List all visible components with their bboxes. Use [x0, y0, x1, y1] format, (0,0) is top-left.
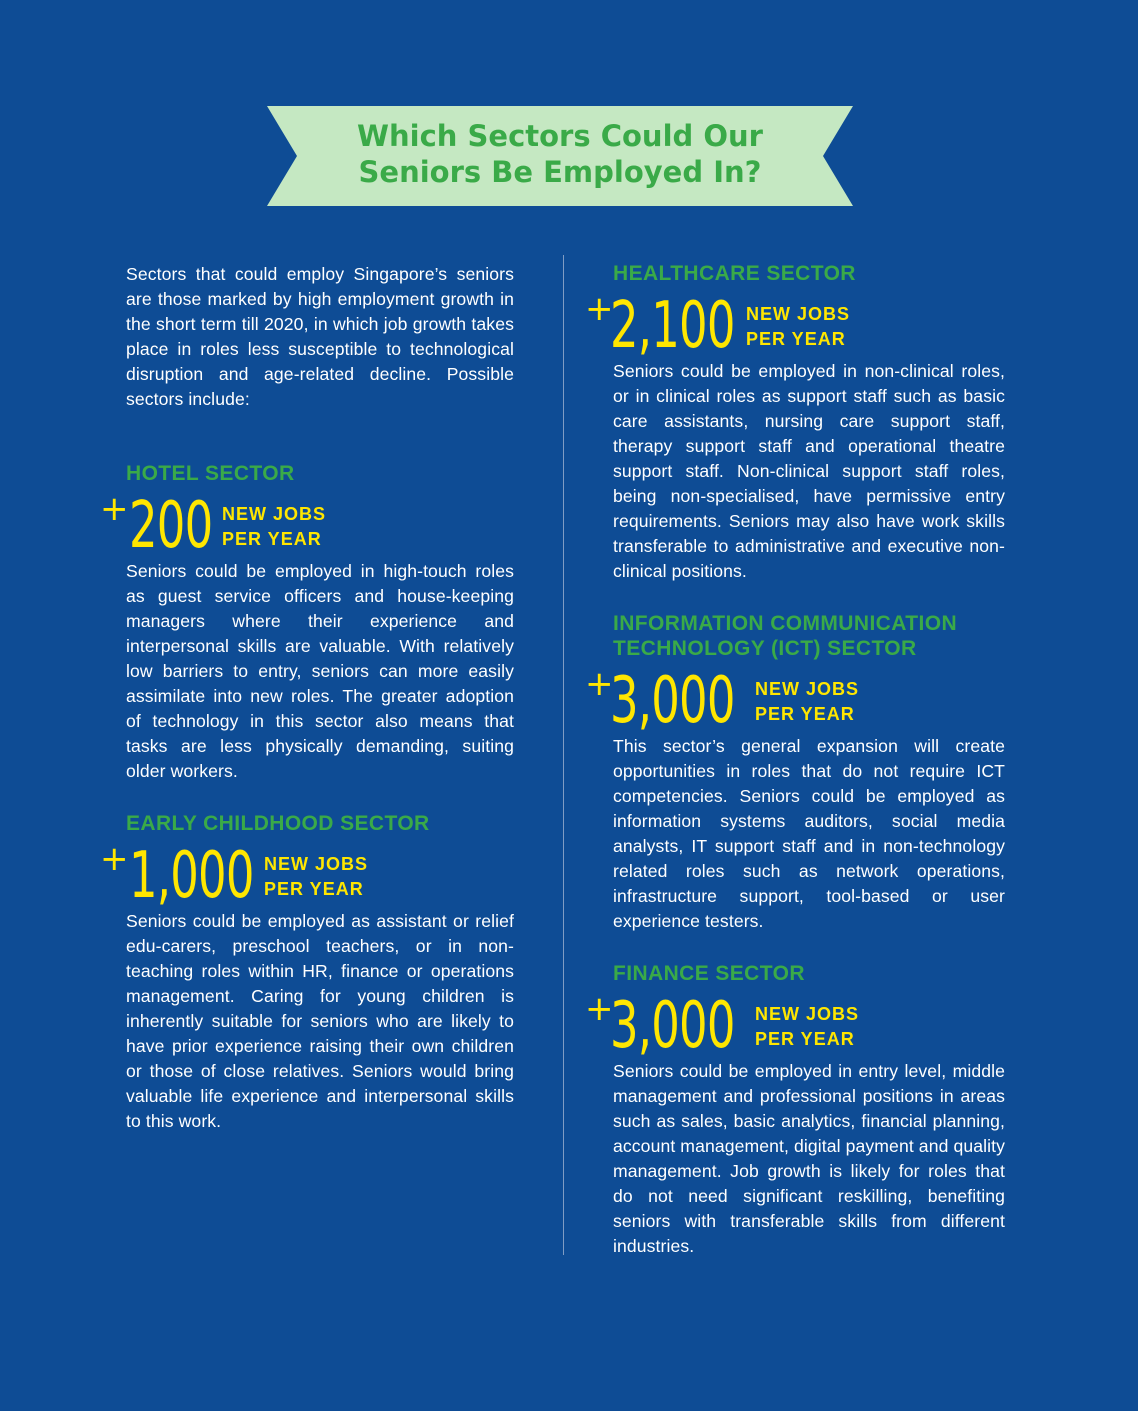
hotel-title: HOTEL SECTOR	[126, 462, 295, 485]
jobs-unit	[264, 852, 368, 902]
unit-line1: NEW JOBS	[755, 679, 860, 699]
finance-jobs-number: 3,000	[610, 989, 735, 1063]
plus-sign: +	[585, 664, 614, 704]
unit-line1: NEW JOBS	[746, 304, 851, 324]
finance-title: FINANCE SECTOR	[613, 962, 805, 985]
ict-stat	[585, 664, 1005, 738]
unit-line1: NEW JOBS	[755, 1004, 860, 1024]
page-title-line1: Which Sectors Could Our	[357, 119, 763, 153]
jobs-unit	[755, 1002, 859, 1052]
plus-sign: +	[100, 489, 129, 529]
unit-line1: NEW JOBS	[264, 854, 369, 874]
healthcare-title: HEALTHCARE SECTOR	[613, 262, 856, 285]
early-childhood-section	[100, 811, 514, 1134]
plus-sign: +	[585, 989, 614, 1029]
unit-line2: PER YEAR	[755, 704, 855, 724]
hotel-text: Seniors could be employed in high-touch roles as guest service officers and house-keeping managers where their experience and interpersonal skills are valuable. With relatively low barriers to entry, seniors can more easily assimilate into new roles. The greater adoption of technology in this sector also means that tasks are less physically demanding, suiting older workers.	[126, 561, 514, 781]
title-banner	[267, 106, 853, 206]
ict-jobs-number: 3,000	[610, 664, 735, 738]
early-childhood-title: EARLY CHILDHOOD SECTOR	[126, 812, 430, 835]
hotel-stat	[100, 489, 514, 563]
ict-title-line2: TECHNOLOGY (ICT) SECTOR	[613, 637, 917, 660]
healthcare-text: Seniors could be employed in non-clinical roles, or in clinical roles as support staff such as basic care assistants, nursing care support staff, therapy support staff and operational theatre support staff. Non-clinical support staff roles, being non-specialised, have permissive entry requirements. Seniors may also have work skills transferable to administrative and executive non-clinical positions.	[613, 361, 1005, 581]
jobs-unit	[746, 302, 850, 352]
early-childhood-text: Seniors could be employed as assistant or relief edu-carers, preschool teachers, or in non-teaching roles within HR, finance or operations management. Caring for young children is inherently suitable for seniors who are likely to have prior experience raising their own children or those of close relatives. Seniors would bring valuable life experience and interpersonal skills to this work.	[126, 911, 514, 1131]
healthcare-jobs-number: 2,100	[610, 289, 735, 363]
ict-section	[585, 611, 1005, 934]
left-column	[126, 262, 514, 412]
unit-line1: NEW JOBS	[222, 504, 327, 524]
unit-line2: PER YEAR	[264, 879, 364, 899]
jobs-unit	[755, 677, 859, 727]
early-childhood-jobs-number: 1,000	[129, 839, 254, 913]
healthcare-section	[585, 261, 1005, 584]
finance-stat	[585, 989, 1005, 1063]
page-title	[267, 118, 853, 190]
early-childhood-stat	[100, 839, 514, 913]
column-divider	[563, 255, 564, 1255]
hotel-jobs-number: 200	[129, 489, 213, 563]
finance-section	[585, 961, 1006, 1259]
plus-sign: +	[585, 289, 614, 329]
page-title-line2: Seniors Be Employed In?	[358, 155, 762, 189]
unit-line2: PER YEAR	[746, 329, 846, 349]
unit-line2: PER YEAR	[222, 529, 322, 549]
finance-text: Seniors could be employed in entry level, middle management and professional positions in areas such as sales, basic analytics, financial planning, account management, digital payment and quality management. Job growth is likely for roles that do not need significant reskilling, benefiting seniors with transferable skills from different industries.	[613, 1061, 1006, 1256]
unit-line2: PER YEAR	[755, 1029, 855, 1049]
ict-title-line1: INFORMATION COMMUNICATION	[613, 612, 958, 635]
plus-sign: +	[100, 839, 129, 879]
hotel-section	[100, 461, 514, 784]
ict-text: This sector’s general expansion will create opportunities in roles that do not require ICT competencies. Seniors could be employed as information systems auditors, social media analysts, IT support staff and in non-technology related roles such as network operations, infrastructure support, tool-based or user experience testers.	[613, 736, 1005, 931]
healthcare-stat	[585, 289, 1005, 363]
intro-paragraph: Sectors that could employ Singapore’s seniors are those marked by high employment growth in the short term till 2020, in which job growth takes place in roles less susceptible to technological disruption and age-related decline. Possible sectors include:	[126, 264, 514, 409]
jobs-unit	[222, 502, 326, 552]
